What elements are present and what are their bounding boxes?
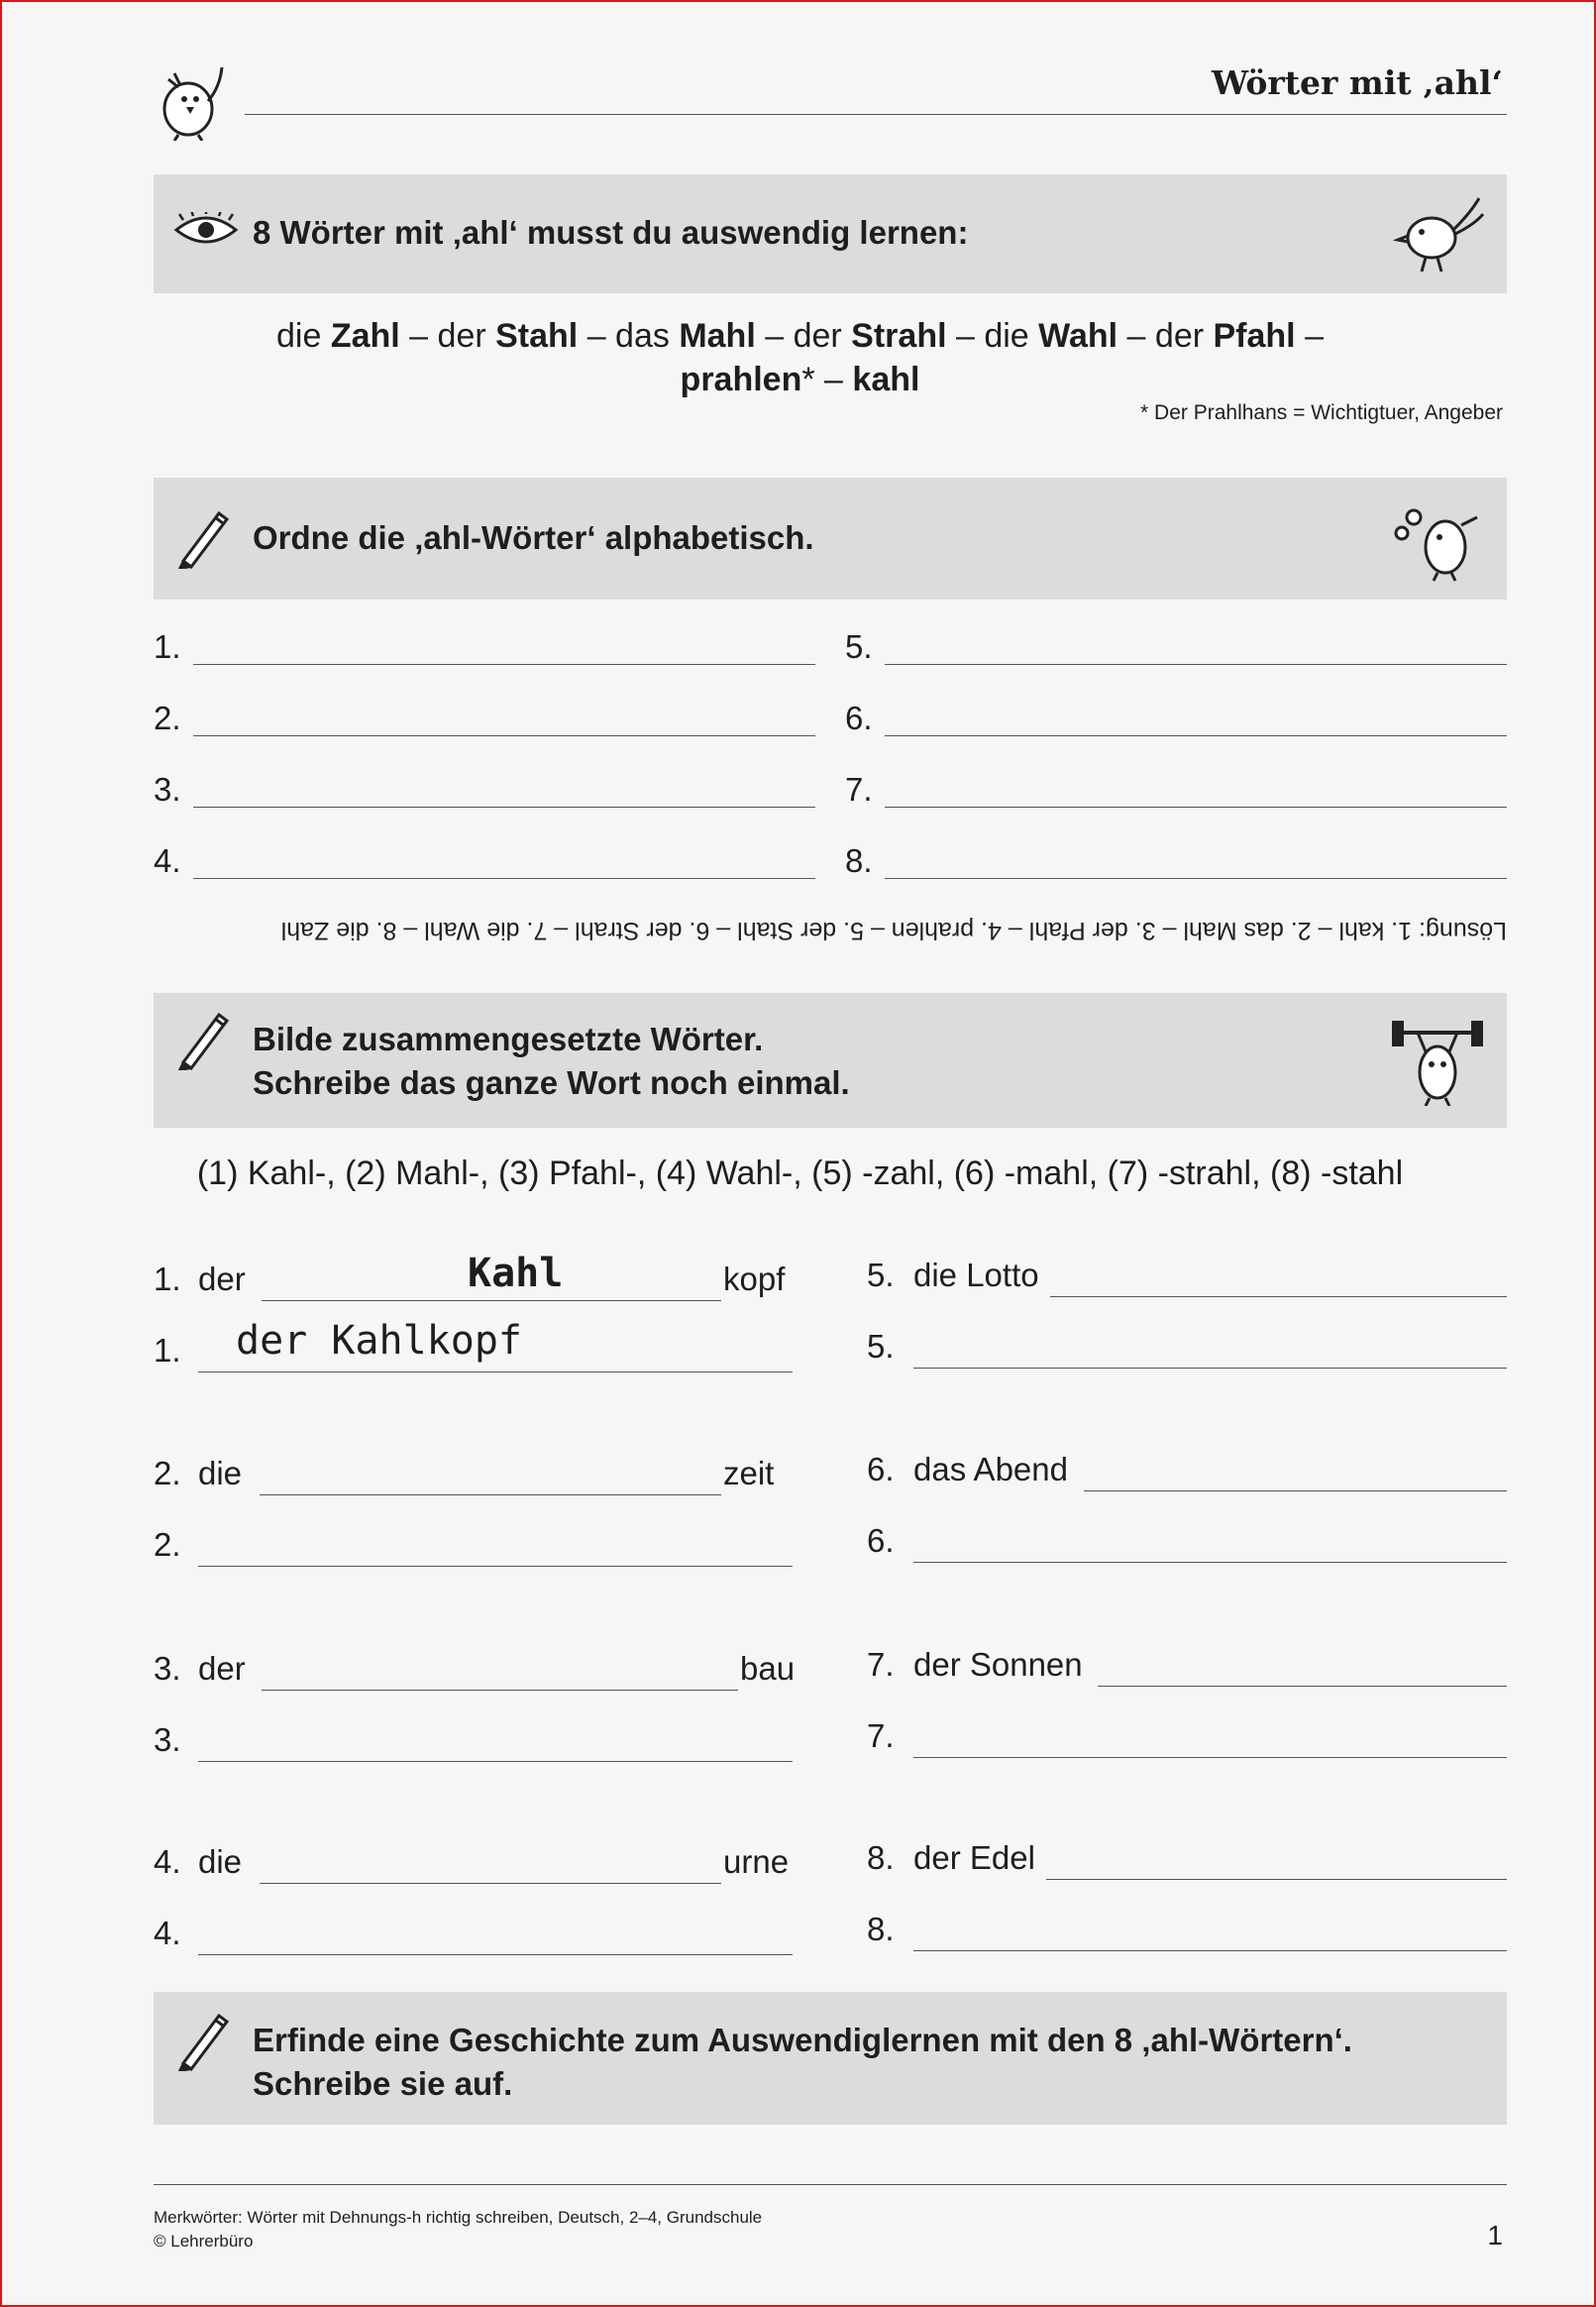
full-word-line[interactable]	[913, 1757, 1507, 1758]
exercise-prefix: das Abend	[913, 1451, 1068, 1487]
answer-line[interactable]	[193, 807, 815, 808]
answer-line[interactable]	[193, 735, 815, 736]
handwritten-full-word: der Kahlkopf	[236, 1318, 522, 1364]
exercise-suffix: zeit	[723, 1455, 775, 1491]
exercise-suffix: bau	[740, 1650, 796, 1687]
word-bold: kahl	[852, 361, 920, 398]
page-title: Wörter mit ‚ahl‘	[1212, 63, 1503, 102]
full-word-line[interactable]	[913, 1950, 1507, 1951]
list-number: 5.	[845, 628, 873, 665]
fill-in-line[interactable]	[260, 1494, 721, 1495]
word-text: – der	[399, 317, 496, 355]
footer-rule	[154, 2184, 1507, 2185]
bird-pointing-icon	[151, 59, 240, 141]
list-number: 2.	[154, 700, 181, 736]
full-word-line[interactable]	[198, 1372, 793, 1373]
exercise-number: 8.	[867, 1911, 895, 1947]
fill-in-line[interactable]	[1050, 1296, 1507, 1297]
task-heading-line-1: Erfinde eine Geschichte zum Auswendiglernen mit den 8 ‚ahl-Wörtern‘.	[253, 2022, 1352, 2058]
exercise-number: 7.	[867, 1717, 895, 1754]
task-box-memorize	[154, 174, 1507, 293]
exercise-number: 2.	[154, 1526, 181, 1563]
answer-line[interactable]	[193, 664, 815, 665]
exercise-suffix: urne	[723, 1843, 790, 1880]
exercise-prefix: der Sonnen	[913, 1646, 1083, 1683]
answer-line[interactable]	[193, 878, 815, 879]
handwritten-answer: Kahl	[468, 1251, 564, 1296]
task-box-alphabetical	[154, 478, 1507, 600]
list-number: 1.	[154, 628, 181, 665]
word-text: – der	[755, 317, 852, 355]
exercise-number: 5.	[867, 1328, 895, 1365]
exercise-number: 1.	[154, 1332, 181, 1369]
pencil-icon	[173, 2006, 233, 2071]
header-rule	[245, 114, 1507, 115]
full-word-line[interactable]	[913, 1368, 1507, 1369]
exercise-number: 5.	[867, 1257, 895, 1293]
exercise-prefix: der	[198, 1261, 246, 1297]
bird-icon	[1392, 194, 1487, 275]
word-bold: Zahl	[330, 317, 400, 355]
word-bold: Mahl	[679, 317, 756, 355]
answer-line[interactable]	[885, 735, 1507, 736]
exercise-number: 6.	[867, 1451, 895, 1487]
solution-upside-down: Lösung: 1. kahl – 2. das Mahl – 3. der Pfahl – 4. prahlen – 5. der Stahl – 6. der Strahl – 7. die Wahl – 8. die Zahl	[280, 917, 1507, 944]
bird-juggling-icon	[1392, 497, 1487, 583]
footer-source: Merkwörter: Wörter mit Dehnungs-h richtig schreiben, Deutsch, 2–4, Grundschule	[154, 2208, 763, 2227]
pencil-icon	[173, 503, 233, 569]
word-bold: Stahl	[495, 317, 579, 355]
word-list-line-2	[2, 361, 1596, 399]
list-number: 6.	[845, 700, 873, 736]
task-heading-line-1: Bilde zusammengesetzte Wörter.	[253, 1021, 764, 1057]
exercise-number: 4.	[154, 1915, 181, 1951]
pencil-icon	[173, 1005, 233, 1070]
full-word-line[interactable]	[198, 1566, 793, 1567]
word-text: – der	[1117, 317, 1214, 355]
word-bold: prahlen	[680, 361, 802, 398]
full-word-line[interactable]	[198, 1761, 793, 1762]
word-bold: Wahl	[1038, 317, 1118, 355]
word-text: – das	[578, 317, 680, 355]
list-number: 8.	[845, 842, 873, 879]
answer-line[interactable]	[885, 664, 1507, 665]
exercise-number: 3.	[154, 1721, 181, 1758]
task-heading: Ordne die ‚ahl-Wörter‘ alphabetisch.	[253, 519, 814, 556]
fill-in-line[interactable]	[262, 1690, 738, 1691]
word-text: die	[276, 317, 331, 355]
task-heading-line-2: Schreibe das ganze Wort noch einmal.	[253, 1064, 850, 1101]
exercise-number: 8.	[867, 1839, 895, 1876]
footer-copyright: © Lehrerbüro	[154, 2232, 254, 2251]
answer-line[interactable]	[885, 807, 1507, 808]
word-text: –	[1295, 317, 1324, 355]
word-text: * –	[801, 361, 853, 398]
task-box-compound-words	[154, 993, 1507, 1128]
exercise-number: 2.	[154, 1455, 181, 1491]
page-number: 1	[1487, 2220, 1503, 2251]
exercise-number: 6.	[867, 1522, 895, 1559]
exercise-prefix: die	[198, 1843, 243, 1880]
exercise-suffix: kopf	[723, 1261, 786, 1297]
list-number: 4.	[154, 842, 181, 879]
exercise-number: 1.	[154, 1261, 181, 1297]
task-heading-line-2: Schreibe sie auf.	[253, 2065, 513, 2102]
full-word-line[interactable]	[913, 1562, 1507, 1563]
list-number: 3.	[154, 771, 181, 808]
fill-in-line[interactable]	[1084, 1490, 1507, 1491]
fill-in-line[interactable]	[1098, 1686, 1507, 1687]
word-parts: (1) Kahl-, (2) Mahl-, (3) Pfahl-, (4) Wahl-, (5) -zahl, (6) -mahl, (7) -strahl, (8) -stahl	[196, 1154, 1404, 1192]
fill-in-line[interactable]	[262, 1300, 721, 1301]
exercise-number: 4.	[154, 1843, 181, 1880]
word-bold: Strahl	[851, 317, 947, 355]
answer-line[interactable]	[885, 878, 1507, 879]
word-bold: Pfahl	[1213, 317, 1296, 355]
footnote: * Der Prahlhans = Wichtigtuer, Angeber	[1140, 401, 1503, 424]
fill-in-line[interactable]	[1046, 1879, 1507, 1880]
bird-weightlifting-icon	[1388, 1017, 1487, 1106]
task-box-story	[154, 1992, 1507, 2125]
full-word-line[interactable]	[198, 1954, 793, 1955]
task-heading: 8 Wörter mit ‚ahl‘ musst du auswendig lernen:	[253, 214, 969, 251]
exercise-prefix: der	[198, 1650, 246, 1687]
exercise-prefix: die Lotto	[913, 1257, 1039, 1293]
exercise-number: 7.	[867, 1646, 895, 1683]
exercise-number: 3.	[154, 1650, 181, 1687]
exercise-prefix: die	[198, 1455, 243, 1491]
fill-in-line[interactable]	[260, 1883, 721, 1884]
word-list-line-1	[2, 317, 1596, 356]
eye-icon	[173, 212, 239, 248]
exercise-prefix: der Edel	[913, 1839, 1035, 1876]
list-number: 7.	[845, 771, 873, 808]
word-text: – die	[946, 317, 1039, 355]
